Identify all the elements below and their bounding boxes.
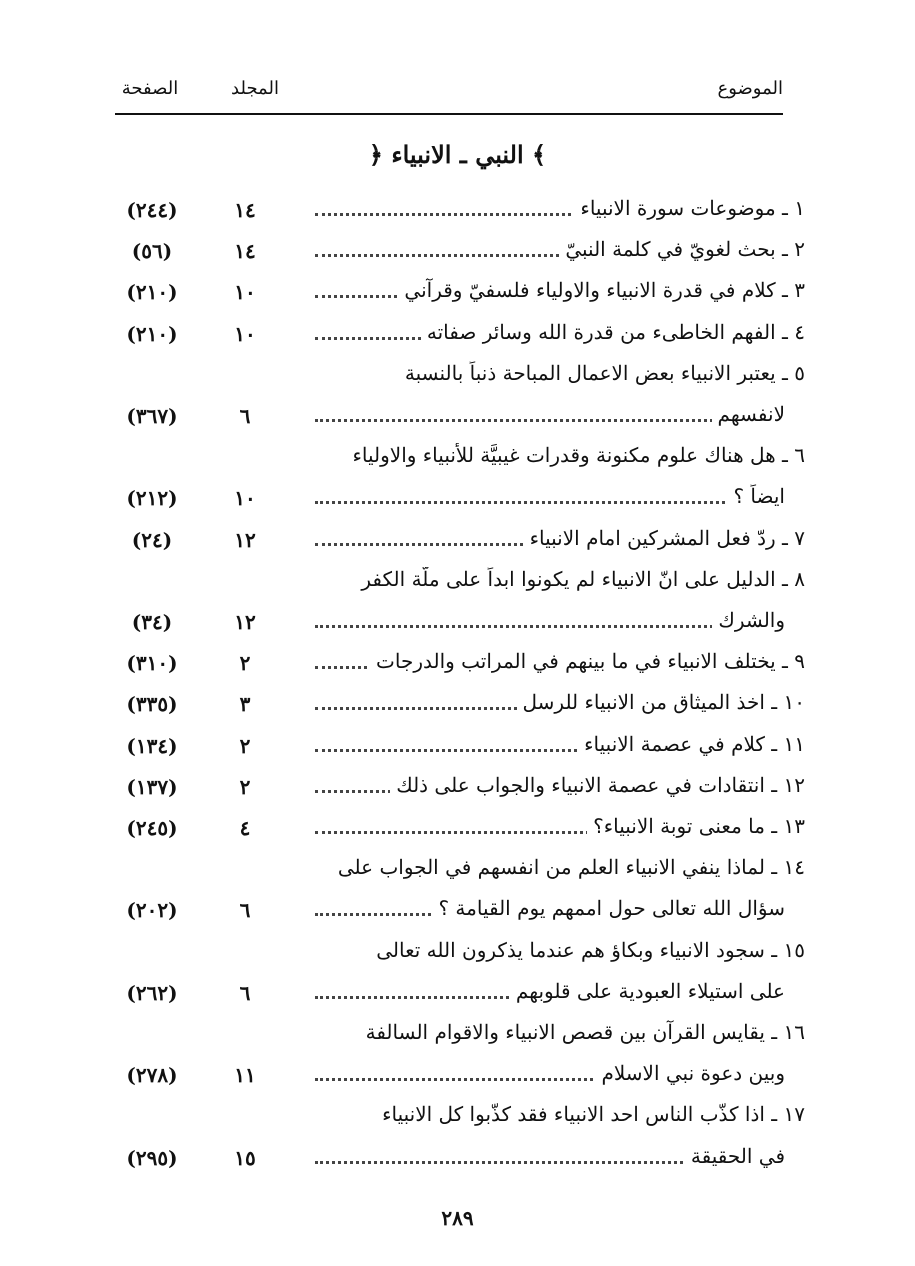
- toc-row: [0, 1055, 915, 1097]
- toc-entry-page: (١٣٧): [126, 775, 178, 799]
- toc-row: [0, 767, 915, 809]
- toc-entry-title: [315, 855, 805, 879]
- toc-entry-label: ٧ ـ ردّ فعل المشركين امام الانبياء: [524, 526, 805, 550]
- toc-row: [0, 396, 915, 438]
- toc-entry-title: [315, 732, 805, 756]
- toc-entry-volume: ١٤: [234, 239, 256, 263]
- toc-row: [0, 355, 915, 397]
- toc-entry-label: على استيلاء العبودية على قلوبهم: [510, 979, 785, 1003]
- toc-entry-volume: ١٠: [234, 322, 256, 346]
- toc-entry-volume: ١٤: [234, 198, 256, 222]
- toc-row: [0, 849, 915, 891]
- toc-entry-page: (٢١٢): [126, 486, 178, 510]
- toc-entry-volume: ٦: [239, 981, 251, 1005]
- toc-entry-volume: ١٢: [234, 528, 256, 552]
- toc-entry-page: (٣٤): [131, 610, 173, 634]
- toc-entry-label: ٤ ـ الفهم الخاطىء من قدرة الله وسائر صفاته: [421, 320, 805, 344]
- header-page: الصفحة: [121, 78, 179, 99]
- toc-entry-label: وبين دعوة نبي الاسلام: [595, 1061, 785, 1085]
- toc-entry-label: ١٠ ـ اخذ الميثاق من الانبياء للرسل: [517, 690, 806, 714]
- toc-entry-title: [315, 814, 805, 838]
- toc-entry-page: (٢٠٢): [126, 898, 178, 922]
- toc-entry-title: [315, 237, 805, 261]
- toc-row: [0, 314, 915, 356]
- toc-row: [0, 231, 915, 273]
- toc-entry-label: ٣ ـ كلام في قدرة الانبياء والاولياء فلسفيّ وقرآني: [398, 278, 805, 302]
- toc-entry-title: [315, 196, 805, 220]
- toc-entry-label: والشرك: [712, 608, 785, 632]
- toc-entry-label: ١ ـ موضوعات سورة الانبياء: [574, 196, 805, 220]
- toc-entry-title: [315, 278, 805, 302]
- toc-entry-label: ١٤ ـ لماذا ينفي الانبياء العلم من انفسهم في الجواب على: [332, 855, 805, 879]
- toc-row: [0, 190, 915, 232]
- toc-entry-label: ١١ ـ كلام في عصمة الانبياء: [578, 732, 805, 756]
- toc-row: [0, 973, 915, 1015]
- toc-entry-label: لانفسهم: [712, 402, 785, 426]
- toc-row: [0, 602, 915, 644]
- toc-row: [0, 684, 915, 726]
- toc-row: [0, 1014, 915, 1056]
- toc-entry-volume: ٦: [239, 404, 251, 428]
- toc-entry-page: (٣١٠): [126, 651, 178, 675]
- toc-entry-title: [315, 608, 785, 632]
- toc-entry-label: ١٧ ـ اذا كذّب الناس احد الانبياء فقد كذّبوا كل الانبياء: [376, 1102, 805, 1126]
- toc-entry-title: [315, 526, 805, 550]
- toc-entry-label: سؤال الله تعالى حول اممهم يوم القيامة ؟: [432, 896, 785, 920]
- toc-row: [0, 726, 915, 768]
- toc-row: [0, 643, 915, 685]
- section-title: ﴿ النبي ـ الانبياء ﴾: [368, 140, 547, 169]
- toc-entry-label: في الحقيقة: [685, 1144, 785, 1168]
- toc-row: [0, 890, 915, 932]
- toc-entry-label: ١٣ ـ ما معنى توبة الانبياء؟: [587, 814, 805, 838]
- toc-entry-title: [315, 979, 785, 1003]
- toc-entry-page: (٣٣٥): [126, 692, 178, 716]
- toc-entry-title: [315, 1020, 805, 1044]
- toc-entry-volume: ٣: [239, 692, 251, 716]
- toc-entry-page: (١٣٤): [126, 734, 178, 758]
- toc-entry-title: [315, 649, 805, 673]
- toc-row: [0, 272, 915, 314]
- toc-entry-volume: ٢: [239, 734, 251, 758]
- toc-entry-page: (٣٦٧): [126, 404, 178, 428]
- toc-row: [0, 437, 915, 479]
- toc-entry-page: (٢٦٢): [126, 981, 178, 1005]
- toc-entry-volume: ١٥: [234, 1146, 256, 1170]
- leader-dots: [315, 501, 785, 504]
- toc-entry-label: ٦ ـ هل هناك علوم مكنونة وقدرات غيبيَّة للأنبياء والاولياء: [347, 443, 805, 467]
- toc-entry-title: [315, 1102, 805, 1126]
- toc-entry-label: ٨ ـ الدليل على انّ الانبياء لم يكونوا ابداً على ملّة الكفر: [355, 567, 805, 591]
- header-topic: الموضوع: [717, 78, 783, 99]
- toc-entry-title: [315, 320, 805, 344]
- toc-entry-volume: ٤: [239, 816, 251, 840]
- toc-entry-title: [315, 1144, 785, 1168]
- toc-entry-page: (٢٧٨): [126, 1063, 178, 1087]
- toc-entry-title: [315, 938, 805, 962]
- toc-entry-page: (٢١٠): [126, 280, 178, 304]
- toc-entry-title: [315, 402, 785, 426]
- toc-row: [0, 808, 915, 850]
- toc-entry-page: (٢٤): [131, 528, 173, 552]
- toc-row: [0, 520, 915, 562]
- toc-row: [0, 561, 915, 603]
- toc-entry-volume: ٢: [239, 775, 251, 799]
- toc-row: [0, 478, 915, 520]
- toc-entry-title: [315, 361, 805, 385]
- header-volume: المجلد: [231, 78, 279, 99]
- toc-entry-volume: ١٠: [234, 486, 256, 510]
- toc-entry-page: (٢٤٥): [126, 816, 178, 840]
- header-rule: [115, 113, 783, 115]
- toc-entry-title: [315, 443, 805, 467]
- toc-entry-label: ٩ ـ يختلف الانبياء في ما بينهم في المراتب والدرجات: [370, 649, 805, 673]
- toc-entry-page: (٢٩٥): [126, 1146, 178, 1170]
- toc-entry-label: ١٥ ـ سجود الانبياء وبكاؤ هم عندما يذكرون الله تعالى: [370, 938, 805, 962]
- toc-entry-volume: ٢: [239, 651, 251, 675]
- toc-entry-label: ٢ ـ بحث لغويّ في كلمة النبيّ: [559, 237, 805, 261]
- toc-entry-title: [315, 896, 785, 920]
- toc-row: [0, 932, 915, 974]
- folio: ٢٨٩: [441, 1206, 474, 1230]
- toc-entry-label: ايضاً ؟: [727, 484, 785, 508]
- toc-entry-page: (٥٦): [131, 239, 173, 263]
- toc-row: [0, 1096, 915, 1138]
- toc-entry-volume: ٦: [239, 898, 251, 922]
- toc-entry-title: [315, 690, 805, 714]
- toc-entry-label: ٥ ـ يعتبر الانبياء بعض الاعمال المباحة ذنباً بالنسبة: [399, 361, 805, 385]
- toc-entry-volume: ١١: [234, 1063, 256, 1087]
- toc-entry-volume: ١٢: [234, 610, 256, 634]
- toc-entry-title: [315, 484, 785, 508]
- toc-entry-label: ١٢ ـ انتقادات في عصمة الانبياء والجواب على ذلك: [390, 773, 805, 797]
- toc-entry-title: [315, 1061, 785, 1085]
- toc-row: [0, 1138, 915, 1180]
- toc-entry-page: (٢١٠): [126, 322, 178, 346]
- toc-entry-volume: ١٠: [234, 280, 256, 304]
- toc-entry-label: ١٦ ـ يقايس القرآن بين قصص الانبياء والاقوام السالفة: [360, 1020, 805, 1044]
- toc-entry-title: [315, 773, 805, 797]
- toc-entry-title: [315, 567, 805, 591]
- toc-entry-page: (٢٤٤): [126, 198, 178, 222]
